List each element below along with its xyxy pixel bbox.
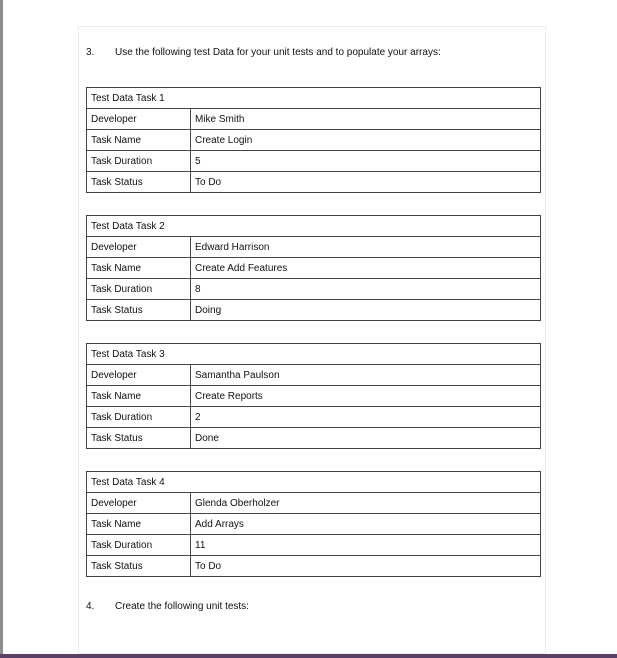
table-row (87, 130, 541, 151)
item-text: Create the following unit tests: (115, 601, 249, 612)
row-label: Task Duration (87, 535, 191, 556)
row-value: Done (191, 428, 541, 449)
table-title: Test Data Task 2 (87, 216, 541, 237)
table-row (87, 151, 541, 172)
row-value: Edward Harrison (191, 237, 541, 258)
table-title-row (87, 344, 541, 365)
table-row (87, 300, 541, 321)
row-value: Mike Smith (191, 109, 541, 130)
row-value: Add Arrays (191, 514, 541, 535)
table-row (87, 535, 541, 556)
row-value: To Do (191, 556, 541, 577)
row-label: Task Name (87, 258, 191, 279)
table-title: Test Data Task 1 (87, 88, 541, 109)
row-label: Task Status (87, 300, 191, 321)
table-row (87, 279, 541, 300)
table-row (87, 258, 541, 279)
table-row (87, 386, 541, 407)
row-value: Create Reports (191, 386, 541, 407)
row-label: Task Status (87, 556, 191, 577)
row-value: 2 (191, 407, 541, 428)
row-value: 11 (191, 535, 541, 556)
row-value: Samantha Paulson (191, 365, 541, 386)
row-label: Task Duration (87, 151, 191, 172)
table-row (87, 428, 541, 449)
row-label: Task Status (87, 428, 191, 449)
row-label: Task Name (87, 514, 191, 535)
table-row (87, 237, 541, 258)
row-value: Create Login (191, 130, 541, 151)
row-value: To Do (191, 172, 541, 193)
row-value: 8 (191, 279, 541, 300)
table-title: Test Data Task 3 (87, 344, 541, 365)
table-title: Test Data Task 4 (87, 472, 541, 493)
numbered-item-3 (86, 47, 441, 59)
test-data-table-4 (86, 471, 541, 577)
item-number: 4. (86, 601, 95, 612)
row-value: Doing (191, 300, 541, 321)
row-value: Create Add Features (191, 258, 541, 279)
test-data-table-2 (86, 215, 541, 321)
row-label: Developer (87, 493, 191, 514)
row-label: Task Duration (87, 279, 191, 300)
row-label: Task Name (87, 386, 191, 407)
table-row (87, 109, 541, 130)
row-label: Task Duration (87, 407, 191, 428)
row-label: Developer (87, 365, 191, 386)
test-data-table-1 (86, 87, 541, 193)
test-data-table-3 (86, 343, 541, 449)
window-bottom-edge (0, 654, 617, 658)
row-label: Developer (87, 237, 191, 258)
table-row (87, 407, 541, 428)
table-row (87, 514, 541, 535)
table-title-row (87, 88, 541, 109)
row-value: Glenda Oberholzer (191, 493, 541, 514)
row-label: Task Status (87, 172, 191, 193)
item-text: Use the following test Data for your unit tests and to populate your arrays: (115, 47, 441, 58)
row-label: Task Name (87, 130, 191, 151)
numbered-item-4 (86, 601, 249, 613)
table-title-row (87, 472, 541, 493)
row-value: 5 (191, 151, 541, 172)
window-left-edge (0, 0, 3, 658)
item-number: 3. (86, 47, 95, 58)
row-label: Developer (87, 109, 191, 130)
table-row (87, 493, 541, 514)
table-row (87, 556, 541, 577)
table-title-row (87, 216, 541, 237)
table-row (87, 365, 541, 386)
table-row (87, 172, 541, 193)
